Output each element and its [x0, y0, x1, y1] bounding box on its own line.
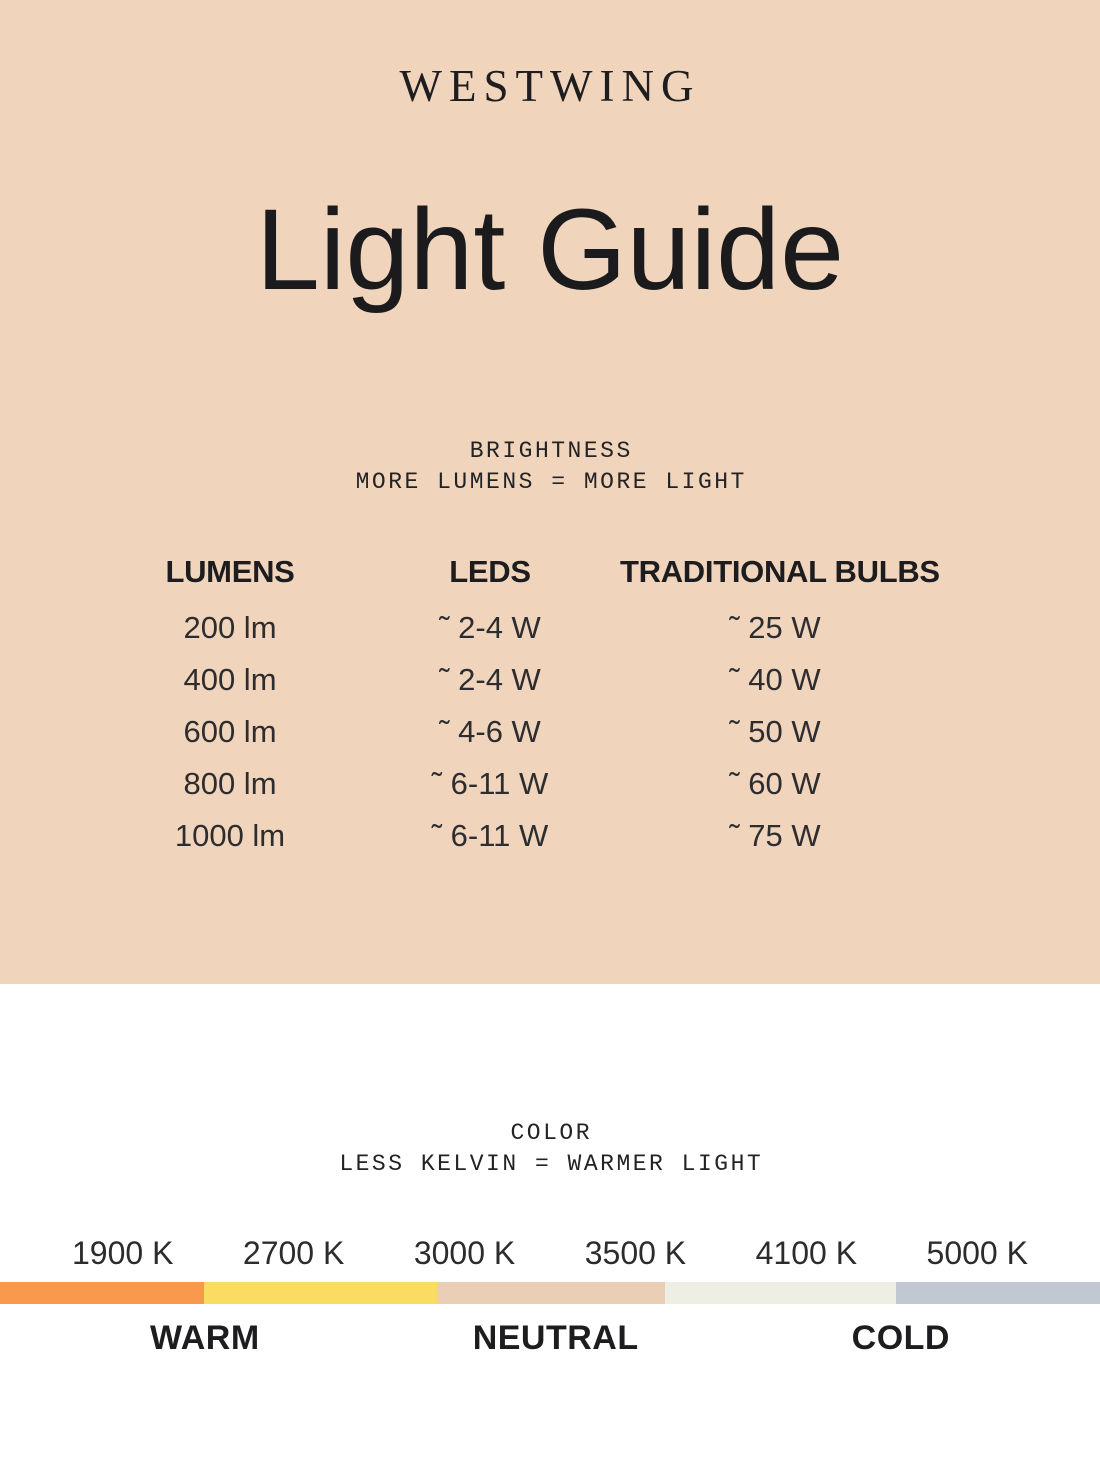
column-header-leds: LEDS: [449, 554, 531, 589]
brightness-subheading: MORE LUMENS = MORE LIGHT: [355, 469, 747, 495]
kelvin-label: 5000 K: [926, 1235, 1028, 1271]
table-header-row: [100, 554, 940, 590]
leds-watt-value: ˜ 2-4 W: [439, 610, 541, 645]
scale-segment-cold-bluegray: [896, 1282, 1100, 1304]
lumens-comparison-table: [0, 554, 1100, 862]
column-header-traditional-bulbs: TRADITIONAL BULBS: [620, 554, 940, 589]
page-title: Light Guide: [255, 186, 845, 314]
kelvin-label: 2700 K: [242, 1235, 345, 1271]
leds-watt-value: ˜ 2-4 W: [439, 662, 541, 697]
lumens-value: 600 lm: [183, 714, 277, 749]
kelvin-labels-row: [0, 1237, 1100, 1269]
temperature-label-neutral: NEUTRAL: [472, 1319, 639, 1357]
brightness-heading: BRIGHTNESS: [469, 438, 633, 464]
scale-segment-neutral-cream: [665, 1282, 896, 1304]
table-row: [100, 810, 930, 862]
kelvin-label: 1900 K: [72, 1235, 174, 1271]
traditional-watt-value: ˜ 25 W: [729, 610, 821, 645]
leds-watt-value: ˜ 6-11 W: [431, 818, 549, 853]
temperature-labels-row: [0, 1321, 1100, 1355]
color-heading: COLOR: [510, 1120, 592, 1146]
traditional-watt-value: ˜ 40 W: [729, 662, 821, 697]
scale-segment-warm-yellow: [204, 1282, 437, 1304]
brand-logo: WESTWING: [399, 61, 701, 111]
table-row: [100, 602, 930, 654]
temperature-label-cold: COLD: [851, 1319, 950, 1357]
color-temperature-panel: [0, 984, 1100, 1467]
leds-watt-value: ˜ 4-6 W: [439, 714, 541, 749]
lumens-value: 400 lm: [183, 662, 277, 697]
scale-segment-neutral-tan: [437, 1282, 666, 1304]
traditional-watt-value: ˜ 50 W: [729, 714, 821, 749]
scale-segment-warm-orange: [0, 1282, 204, 1304]
kelvin-label: 4100 K: [755, 1235, 858, 1271]
color-subheading: LESS KELVIN = WARMER LIGHT: [339, 1151, 764, 1177]
table-row: [100, 706, 930, 758]
color-temperature-scale: [0, 1282, 1100, 1304]
color-heading-block: [0, 984, 1100, 1180]
kelvin-label: 3000 K: [413, 1235, 516, 1271]
table-body: [100, 602, 930, 862]
lumens-value: 800 lm: [183, 766, 277, 801]
brightness-heading-block: [0, 436, 1100, 498]
temperature-label-warm: WARM: [150, 1319, 260, 1357]
table-row: [100, 654, 930, 706]
column-header-lumens: LUMENS: [165, 554, 295, 589]
kelvin-label: 3500 K: [584, 1235, 687, 1271]
lumens-value: 200 lm: [183, 610, 277, 645]
lumens-value: 1000 lm: [174, 818, 286, 853]
table-row: [100, 758, 930, 810]
leds-watt-value: ˜ 6-11 W: [431, 766, 549, 801]
traditional-watt-value: ˜ 75 W: [729, 818, 821, 853]
traditional-watt-value: ˜ 60 W: [729, 766, 821, 801]
